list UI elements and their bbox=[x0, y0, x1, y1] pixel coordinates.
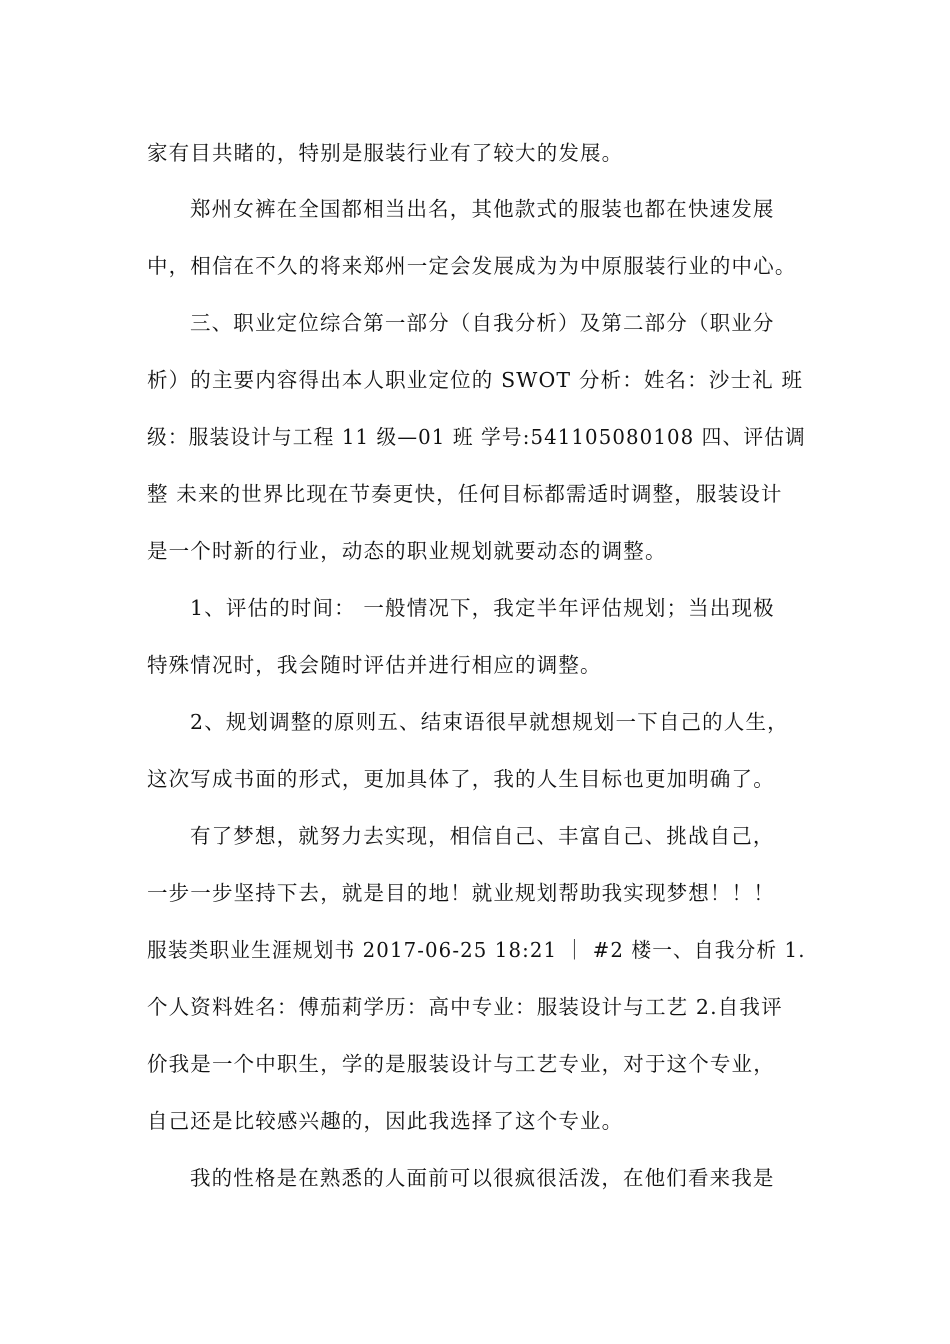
text-line-5: 析）的主要内容得出本人职业定位的 SWOT 分析：姓名：沙士礼 班 bbox=[147, 368, 804, 392]
text-line-4: 三、职业定位综合第一部分（自我分析）及第二部分（职业分 bbox=[190, 311, 775, 335]
text-line-17: 价我是一个中职生，学的是服装设计与工艺专业，对于这个专业， bbox=[147, 1052, 775, 1076]
text-line-7: 整 未来的世界比现在节奏更快，任何目标都需适时调整，服装设计 bbox=[147, 482, 783, 506]
text-line-9: 1、评估的时间： 一般情况下，我定半年评估规划；当出现极 bbox=[190, 596, 775, 620]
text-line-14: 一步一步坚持下去，就是目的地！就业规划帮助我实现梦想！！！ bbox=[147, 881, 775, 905]
text-line-18: 自己还是比较感兴趣的，因此我选择了这个专业。 bbox=[147, 1109, 624, 1133]
text-line-6: 级：服装设计与工程 11 级—01 班 学号:541105080108 四、评估调 bbox=[147, 425, 806, 449]
text-line-3: 中，相信在不久的将来郑州一定会发展成为为中原服装行业的中心。 bbox=[147, 254, 797, 278]
text-line-15: 服装类职业生涯规划书 2017-06-25 18:21 ｜ #2 楼一、自我分析 1. bbox=[147, 938, 806, 962]
text-line-19: 我的性格是在熟悉的人面前可以很疯很活泼，在他们看来我是 bbox=[190, 1166, 775, 1190]
text-line-1: 家有目共睹的，特别是服装行业有了较大的发展。 bbox=[147, 141, 624, 165]
text-line-8: 是一个时新的行业，动态的职业规划就要动态的调整。 bbox=[147, 539, 667, 563]
text-line-2: 郑州女裤在全国都相当出名，其他款式的服装也都在快速发展 bbox=[190, 197, 775, 221]
text-line-11: 2、规划调整的原则五、结束语很早就想规划一下自己的人生， bbox=[190, 710, 789, 734]
text-line-16: 个人资料姓名：傅茄莉学历：高中专业：服装设计与工艺 2.自我评 bbox=[147, 995, 783, 1019]
text-line-12: 这次写成书面的形式，更加具体了，我的人生目标也更加明确了。 bbox=[147, 767, 775, 791]
text-line-10: 特殊情况时，我会随时评估并进行相应的调整。 bbox=[147, 653, 602, 677]
text-line-13: 有了梦想，就努力去实现，相信自己、丰富自己、挑战自己， bbox=[190, 824, 775, 848]
